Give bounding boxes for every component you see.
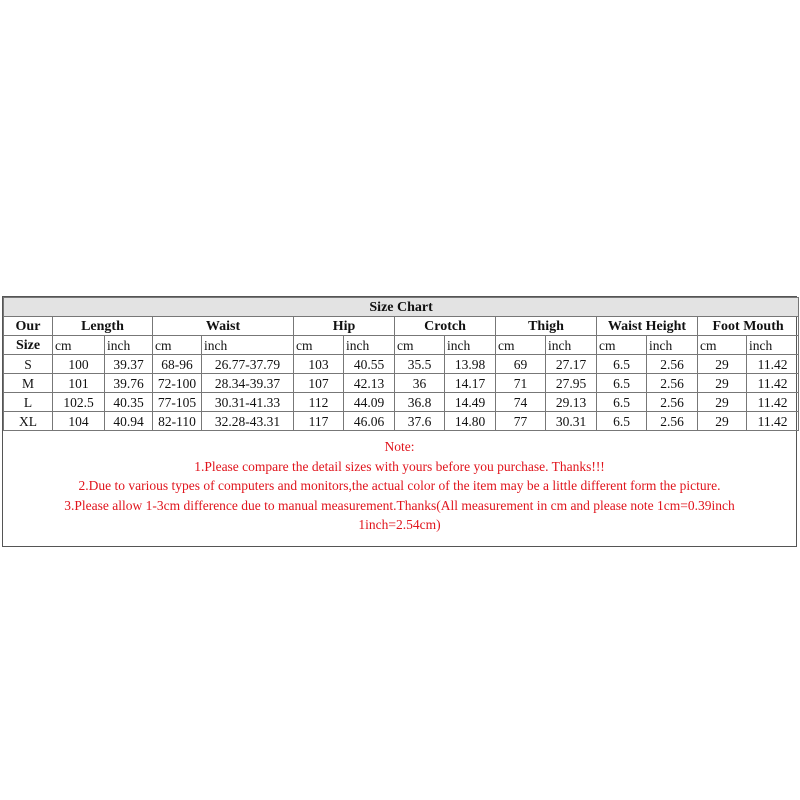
note-line-2: 2.Due to various types of computers and monitors,the actual color of the item may be a little different form the picture.	[78, 478, 721, 493]
measurement-cell: 6.5	[597, 355, 647, 374]
notes-block	[3, 431, 796, 535]
measurement-cell: 71	[496, 374, 546, 393]
unit-header: inch	[647, 336, 698, 355]
column-group-header: Waist	[153, 317, 294, 336]
unit-header: cm	[294, 336, 344, 355]
measurement-cell: 77	[496, 412, 546, 431]
measurement-cell: 68-96	[153, 355, 202, 374]
measurement-cell: 69	[496, 355, 546, 374]
column-group-header: Foot Mouth	[698, 317, 799, 336]
measurement-cell: 29.13	[546, 393, 597, 412]
measurement-cell: 26.77-37.79	[202, 355, 294, 374]
our-size-label-top: Our	[4, 317, 53, 336]
measurement-cell: 100	[53, 355, 105, 374]
measurement-cell: 6.5	[597, 412, 647, 431]
measurement-cell: 6.5	[597, 393, 647, 412]
measurement-cell: 103	[294, 355, 344, 374]
table-row	[4, 412, 799, 431]
measurement-cell: 40.94	[105, 412, 153, 431]
measurement-cell: 102.5	[53, 393, 105, 412]
measurement-cell: 29	[698, 412, 747, 431]
header-unit-row	[4, 336, 799, 355]
size-chart-panel	[2, 296, 797, 547]
header-group-row	[4, 317, 799, 336]
unit-header: inch	[747, 336, 799, 355]
unit-header: cm	[395, 336, 445, 355]
measurement-cell: 2.56	[647, 374, 698, 393]
measurement-cell: 6.5	[597, 374, 647, 393]
column-group-header: Crotch	[395, 317, 496, 336]
column-group-header: Hip	[294, 317, 395, 336]
measurement-cell: 28.34-39.37	[202, 374, 294, 393]
measurement-cell: 39.76	[105, 374, 153, 393]
size-cell: M	[4, 374, 53, 393]
measurement-cell: 40.55	[344, 355, 395, 374]
unit-header: cm	[153, 336, 202, 355]
measurement-cell: 11.42	[747, 355, 799, 374]
measurement-cell: 14.49	[445, 393, 496, 412]
note-line-4: 1inch=2.54cm)	[358, 517, 441, 532]
size-cell: L	[4, 393, 53, 412]
unit-header: cm	[496, 336, 546, 355]
unit-header: cm	[698, 336, 747, 355]
size-cell: S	[4, 355, 53, 374]
measurement-cell: 117	[294, 412, 344, 431]
table-title: Size Chart	[4, 298, 799, 317]
measurement-cell: 30.31-41.33	[202, 393, 294, 412]
unit-header: inch	[105, 336, 153, 355]
measurement-cell: 2.56	[647, 393, 698, 412]
measurement-cell: 101	[53, 374, 105, 393]
measurement-cell: 72-100	[153, 374, 202, 393]
measurement-cell: 112	[294, 393, 344, 412]
measurement-cell: 30.31	[546, 412, 597, 431]
title-row	[4, 298, 799, 317]
measurement-cell: 11.42	[747, 393, 799, 412]
measurement-cell: 14.80	[445, 412, 496, 431]
measurement-cell: 29	[698, 374, 747, 393]
measurement-cell: 2.56	[647, 412, 698, 431]
measurement-cell: 82-110	[153, 412, 202, 431]
measurement-cell: 13.98	[445, 355, 496, 374]
measurement-cell: 29	[698, 393, 747, 412]
table-row	[4, 374, 799, 393]
measurement-cell: 29	[698, 355, 747, 374]
measurement-cell: 11.42	[747, 412, 799, 431]
unit-header: inch	[546, 336, 597, 355]
table-row	[4, 393, 799, 412]
table-row	[4, 355, 799, 374]
measurement-cell: 42.13	[344, 374, 395, 393]
size-cell: XL	[4, 412, 53, 431]
measurement-cell: 27.17	[546, 355, 597, 374]
measurement-cell: 104	[53, 412, 105, 431]
unit-header: inch	[202, 336, 294, 355]
measurement-cell: 36.8	[395, 393, 445, 412]
our-size-label-bottom: Size	[4, 336, 53, 355]
measurement-cell: 32.28-43.31	[202, 412, 294, 431]
measurement-cell: 36	[395, 374, 445, 393]
unit-header: inch	[445, 336, 496, 355]
note-heading: Note:	[384, 439, 415, 454]
unit-header: cm	[53, 336, 105, 355]
measurement-cell: 77-105	[153, 393, 202, 412]
measurement-cell: 14.17	[445, 374, 496, 393]
unit-header: cm	[597, 336, 647, 355]
measurement-cell: 35.5	[395, 355, 445, 374]
measurement-cell: 11.42	[747, 374, 799, 393]
unit-header: inch	[344, 336, 395, 355]
measurement-cell: 40.35	[105, 393, 153, 412]
size-chart-table	[3, 297, 799, 431]
measurement-cell: 44.09	[344, 393, 395, 412]
measurement-cell: 107	[294, 374, 344, 393]
measurement-cell: 37.6	[395, 412, 445, 431]
note-line-1: 1.Please compare the detail sizes with yours before you purchase. Thanks!!!	[194, 458, 605, 474]
measurement-cell: 27.95	[546, 374, 597, 393]
column-group-header: Thigh	[496, 317, 597, 336]
column-group-header: Waist Height	[597, 317, 698, 336]
note-line-3: 3.Please allow 1-3cm difference due to manual measurement.Thanks(All measurement in cm and please note 1cm=0.39inch	[64, 497, 735, 513]
measurement-cell: 46.06	[344, 412, 395, 431]
measurement-cell: 74	[496, 393, 546, 412]
measurement-cell: 39.37	[105, 355, 153, 374]
measurement-cell: 2.56	[647, 355, 698, 374]
column-group-header: Length	[53, 317, 153, 336]
